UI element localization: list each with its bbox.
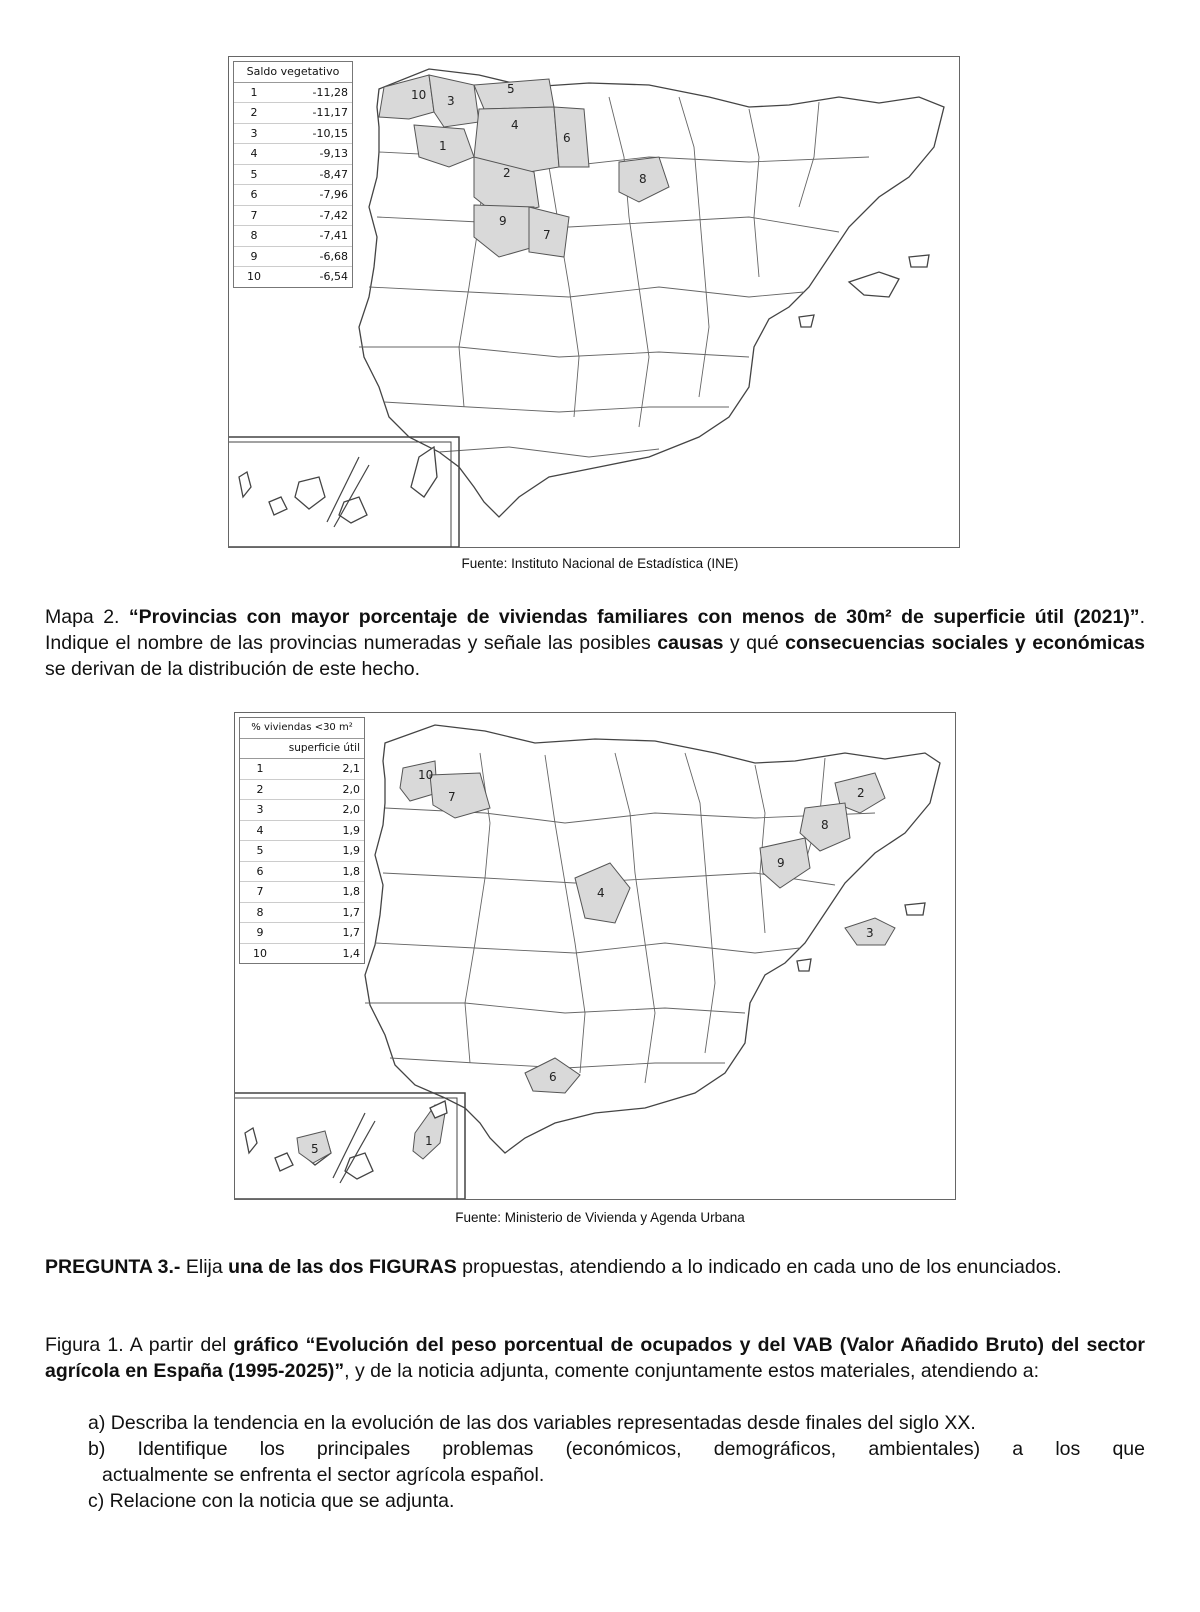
legend-row	[234, 206, 352, 227]
legend-subtitle: superficie útil	[240, 739, 364, 760]
row-number: 7	[250, 208, 258, 222]
row-number: 3	[250, 126, 258, 140]
legend-row	[234, 267, 352, 287]
row-value: -6,68	[319, 249, 348, 263]
label-8: 8	[639, 172, 647, 186]
row-number: 4	[256, 823, 264, 837]
legend-row	[240, 923, 364, 944]
label-3: 3	[866, 926, 874, 940]
map-1	[228, 56, 960, 548]
mapa-2-text-1: . Indique el nombre de las provincias numeradas y señale las posibles	[45, 606, 1145, 654]
label-6: 6	[549, 1070, 557, 1084]
row-number: 8	[256, 905, 264, 919]
label-9: 9	[499, 214, 507, 228]
label-1: 1	[439, 139, 447, 153]
row-number: 6	[250, 188, 258, 201]
legend-row	[234, 226, 352, 247]
row-number: 3	[256, 803, 264, 816]
row-value: 1,8	[342, 885, 360, 898]
legend-row	[234, 144, 352, 165]
label-2: 2	[503, 166, 511, 180]
row-value: 2,1	[342, 762, 360, 775]
row-value: -7,96	[319, 188, 348, 201]
row-value: -7,42	[319, 208, 348, 222]
label-7: 7	[448, 790, 456, 804]
legend-row	[240, 821, 364, 842]
row-number: 5	[250, 167, 258, 181]
mapa-2-title: “Provincias con mayor porcentaje de viviendas familiares con menos de 30m² de superficie útil (2021)”	[128, 606, 1140, 628]
label-8: 8	[821, 818, 829, 832]
label-5: 5	[311, 1142, 319, 1156]
label-1: 1	[425, 1134, 433, 1148]
row-value: -11,17	[312, 106, 348, 119]
row-value: 1,8	[342, 864, 360, 878]
legend-row	[240, 759, 364, 780]
pregunta-3	[45, 1254, 1145, 1280]
row-value: 2,0	[342, 803, 360, 816]
label-2: 2	[857, 786, 865, 800]
label-4: 4	[597, 886, 605, 900]
mapa-2-bold-causas: causas	[657, 632, 724, 654]
row-value: -10,15	[312, 126, 348, 140]
row-number: 6	[256, 864, 264, 878]
row-number: 10	[253, 946, 267, 960]
legend-row	[240, 882, 364, 903]
label-7: 7	[543, 228, 551, 242]
figura-1-item-c: c) Relacione con la noticia que se adjunta.	[88, 1490, 455, 1512]
province-6	[554, 107, 589, 167]
legend-row	[234, 185, 352, 206]
row-value: 1,4	[342, 946, 360, 960]
row-number: 7	[256, 885, 264, 898]
legend-row	[234, 103, 352, 124]
label-6: 6	[563, 131, 571, 145]
pregunta-3-heading: PREGUNTA 3.-	[45, 1256, 181, 1278]
row-value: -9,13	[319, 147, 348, 160]
legend-row	[234, 165, 352, 186]
label-9: 9	[777, 856, 785, 870]
row-number: 9	[256, 926, 264, 939]
mapa-2-text-2: y qué	[723, 632, 786, 654]
row-value: -11,28	[312, 85, 348, 99]
figura-1-item-b-line-2: actualmente se enfrenta el sector agrícola español.	[102, 1464, 545, 1486]
figura-1-text: , y de la noticia adjunta, comente conjuntamente estos materiales, atendiendo a:	[344, 1360, 1040, 1382]
label-5: 5	[507, 82, 515, 96]
map-1-source: Fuente: Instituto Nacional de Estadística (INE)	[461, 556, 739, 571]
mapa-2-statement	[45, 604, 1145, 682]
mapa-2-prefix: Mapa 2.	[45, 606, 129, 628]
map-2-legend	[239, 717, 365, 964]
row-value: -6,54	[319, 270, 348, 283]
legend-title: Saldo vegetativo	[234, 62, 352, 83]
legend-row	[240, 841, 364, 862]
row-number: 2	[250, 106, 258, 119]
row-value: 1,9	[342, 844, 360, 857]
figura-1-statement	[45, 1332, 1145, 1384]
map-2-source: Fuente: Ministerio de Vivienda y Agenda Urbana	[455, 1210, 745, 1225]
mapa-2-bold-consecuencias: consecuencias sociales y económicas	[785, 632, 1145, 654]
label-10: 10	[411, 88, 427, 102]
figura-1-bold: gráfico “Evolución del peso porcentual de ocupados y del VAB (Valor Añadido Bruto) del sector agrícola en España (1995-2025)”	[45, 1334, 1145, 1382]
row-number: 1	[250, 85, 258, 99]
legend-row	[234, 83, 352, 104]
row-number: 10	[247, 270, 261, 283]
row-number: 8	[250, 229, 258, 242]
legend-row	[240, 800, 364, 821]
label-4: 4	[511, 118, 519, 132]
legend-row	[234, 247, 352, 268]
row-number: 1	[256, 762, 264, 775]
legend-row	[240, 780, 364, 801]
legend-row	[240, 903, 364, 924]
figura-1-prefix: Figura 1. A partir del	[45, 1334, 234, 1356]
row-value: -7,41	[319, 229, 348, 242]
figura-1-item-b-line-1: b) Identifique los principales problemas (económicos, demográficos, ambientales) a los que	[88, 1438, 1145, 1460]
row-value: 1,7	[342, 926, 360, 939]
row-value: -8,47	[319, 167, 348, 181]
row-value: 1,7	[342, 905, 360, 919]
figura-1-item-a: a) Describa la tendencia en la evolución de las dos variables representadas desde finales del siglo XX.	[88, 1412, 976, 1434]
row-number: 4	[250, 147, 258, 160]
pregunta-3-text-2: propuestas, atendiendo a lo indicado en cada uno de los enunciados.	[456, 1256, 1062, 1278]
map-1-legend	[233, 61, 353, 288]
legend-row	[234, 124, 352, 145]
legend-row	[240, 944, 364, 964]
row-value: 1,9	[342, 823, 360, 837]
legend-title: % viviendas <30 m²	[240, 718, 364, 739]
pregunta-3-text-1: Elija	[180, 1256, 229, 1278]
label-10: 10	[418, 768, 434, 782]
row-value: 2,0	[342, 782, 360, 796]
legend-row	[240, 862, 364, 883]
pregunta-3-bold: una de las dos FIGURAS	[228, 1256, 457, 1278]
label-3: 3	[447, 94, 455, 108]
mapa-2-text-3: se derivan de la distribución de este hecho.	[45, 658, 421, 680]
row-number: 2	[256, 782, 264, 796]
row-number: 9	[250, 249, 258, 263]
canary-inset	[229, 437, 459, 547]
canary-inset	[235, 1093, 465, 1199]
row-number: 5	[256, 844, 264, 857]
map-2	[234, 712, 956, 1200]
